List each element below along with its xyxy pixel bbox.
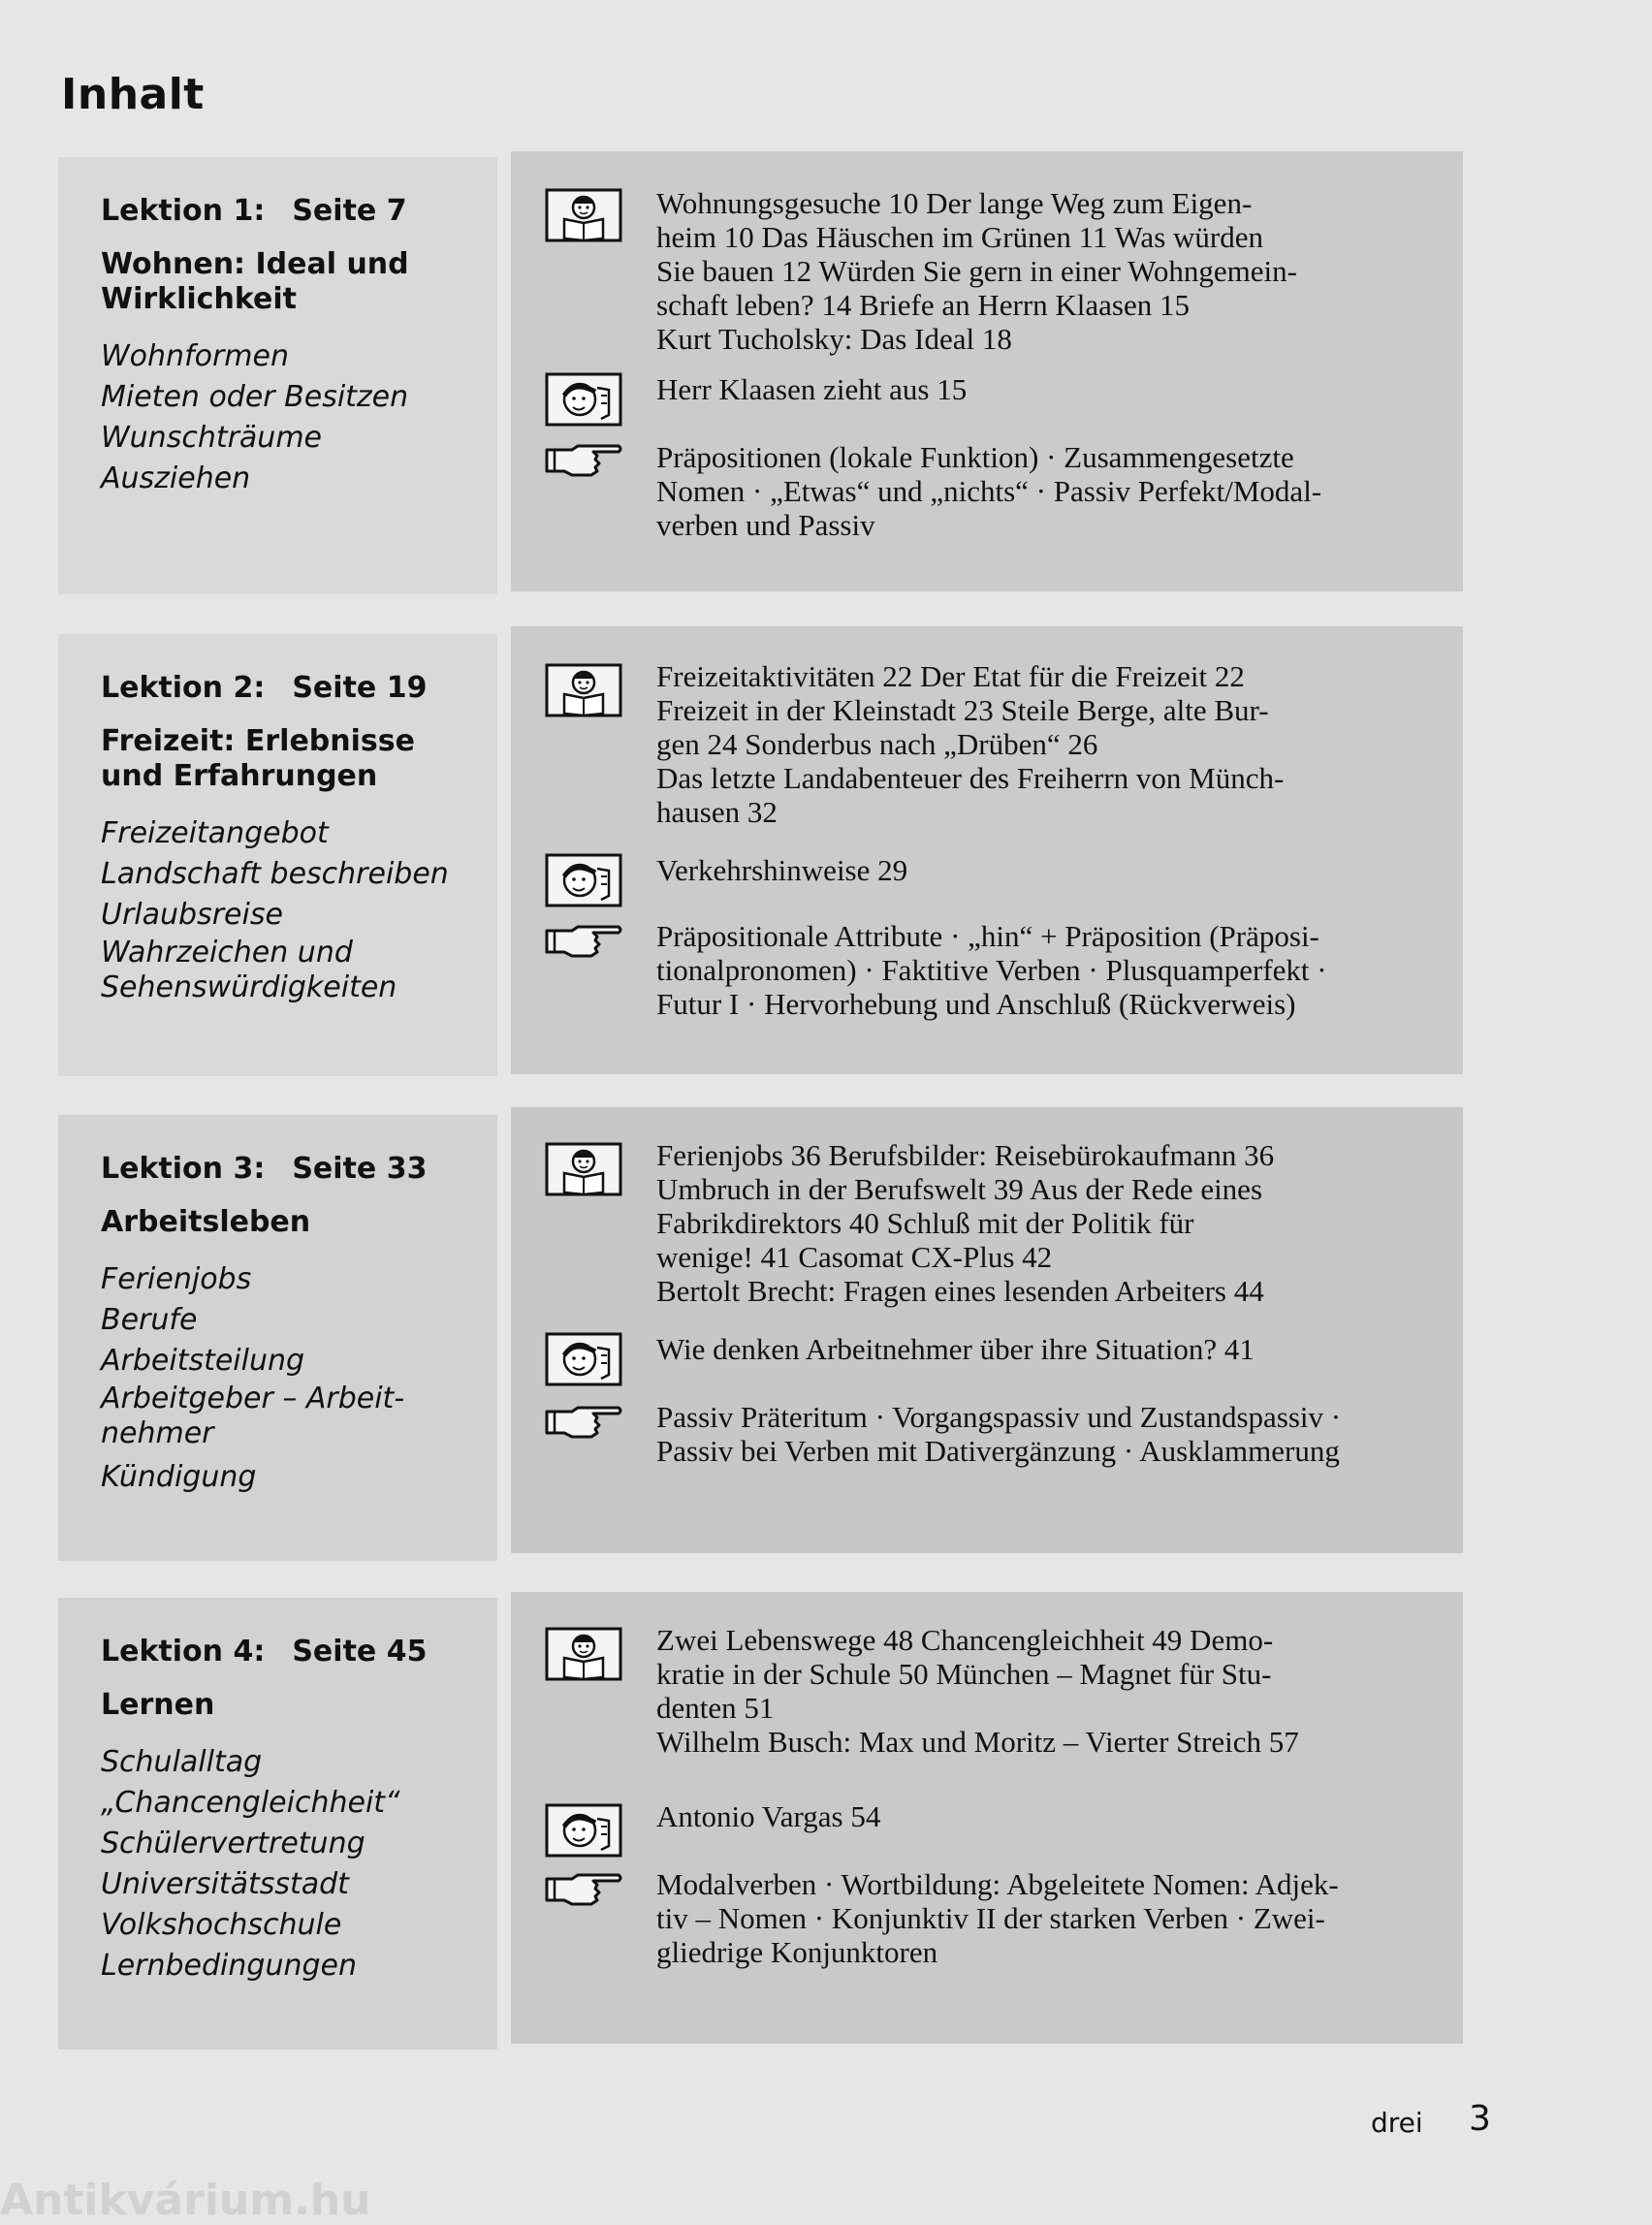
text-line: Zwei Lebenswege 48 Chancengleichheit 49 Demo- [656, 1623, 1274, 1657]
lesson-topic: Universitätsstadt [101, 1867, 349, 1901]
lesson-label: Lektion 3: [101, 1152, 266, 1186]
lesson-topic: Lernbedingungen [101, 1949, 357, 1983]
listening-icon [545, 1332, 622, 1386]
text-line: Antonio Vargas 54 [656, 1799, 881, 1833]
lesson-topic: Wohnformen [101, 339, 289, 373]
lesson-label: Lektion 1: [101, 194, 266, 228]
text-line: Passiv Präteritum · Vorgangspassiv und Zustandspassiv · [656, 1400, 1342, 1434]
text-line: heim 10 Das Häuschen im Grünen 11 Was würden [656, 220, 1263, 254]
text-line: Umbruch in der Berufswelt 39 Aus der Rede eines [656, 1172, 1263, 1206]
grammar-text [656, 1867, 1444, 1969]
page-number: 3 [1469, 2099, 1491, 2139]
lesson-page-ref: Seite 7 [292, 194, 407, 228]
lesson-contents-box [511, 626, 1463, 1074]
text-line: gen 24 Sonderbus nach „Drüben“ 26 [656, 727, 1098, 761]
lesson-topic: Ausziehen [101, 461, 251, 495]
lesson-topic: Freizeitangebot [101, 816, 329, 850]
text-line: Freizeit in der Kleinstadt 23 Steile Berge, alte Bur- [656, 693, 1269, 727]
lesson-contents-box [511, 151, 1463, 591]
text-line: Kurt Tucholsky: Das Ideal 18 [656, 322, 1012, 356]
lesson-topic: Berufe [101, 1303, 198, 1337]
text-line: verben und Passiv [656, 508, 875, 542]
text-line: Das letzte Landabenteuer des Freiherrn von Münch- [656, 761, 1285, 795]
reading-icon [545, 188, 622, 242]
lesson-page-ref: Seite 45 [292, 1635, 428, 1669]
listening-icon [545, 372, 622, 427]
lesson-title: Wohnen: Ideal und Wirklichkeit [101, 247, 409, 316]
pointing-hand-icon [545, 1869, 622, 1908]
lesson-topic: Wunschträume [101, 421, 323, 455]
lesson-topic: Wahrzeichen und Sehenswürdigkeiten [101, 936, 397, 1004]
lesson-topic: Schülervertretung [101, 1827, 365, 1860]
lesson-info-box [58, 634, 497, 1076]
lesson-title: Freizeit: Erlebnisse und Erfahrungen [101, 724, 415, 793]
reading-text [656, 659, 1444, 829]
text-line: Nomen · „Etwas“ und „nichts“ · Passiv Perfekt/Modal- [656, 474, 1322, 508]
lesson-header [101, 671, 468, 705]
lesson-topic: Landschaft beschreiben [101, 857, 449, 891]
lesson-topic: Urlaubsreise [101, 898, 283, 932]
lesson-topic: Volkshochschule [101, 1908, 342, 1942]
grammar-text [656, 1400, 1444, 1468]
text-line: Herr Klaasen zieht aus 15 [656, 372, 968, 406]
lesson-topic: Ferienjobs [101, 1262, 252, 1296]
reading-text [656, 1623, 1444, 1759]
listening-icon [545, 853, 622, 907]
reading-icon [545, 663, 622, 717]
text-line: Passiv bei Verben mit Dativergänzung · Ausklammerung [656, 1434, 1340, 1468]
grammar-text [656, 440, 1444, 542]
lesson-title: Lernen [101, 1688, 215, 1722]
text-line: kratie in der Schule 50 München – Magnet für Stu- [656, 1657, 1272, 1691]
listening-icon [545, 1803, 622, 1858]
text-line: Futur I · Hervorhebung und Anschluß (Rückverweis) [656, 987, 1296, 1021]
lesson-topic: Kündigung [101, 1460, 257, 1494]
lesson-contents-box [511, 1592, 1463, 2044]
listening-text [656, 1799, 1444, 1833]
reading-text [656, 1138, 1444, 1308]
grammar-text [656, 919, 1444, 1021]
lesson-label: Lektion 2: [101, 671, 266, 705]
pointing-hand-icon [545, 1402, 622, 1441]
reading-icon [545, 1142, 622, 1196]
lesson-label: Lektion 4: [101, 1635, 266, 1669]
lesson-topic: Arbeitgeber – Arbeit-nehmer [101, 1382, 405, 1450]
text-line: hausen 32 [656, 795, 778, 829]
lesson-contents-box [511, 1107, 1463, 1553]
text-line: Wilhelm Busch: Max und Moritz – Vierter Streich 57 [656, 1725, 1299, 1759]
text-line: gliedrige Konjunktoren [656, 1935, 938, 1969]
page-title: Inhalt [61, 70, 205, 119]
text-line: schaft leben? 14 Briefe an Herrn Klaasen 15 [656, 288, 1191, 322]
lesson-header [101, 194, 468, 228]
lesson-title: Arbeitsleben [101, 1205, 311, 1239]
reading-icon [545, 1627, 622, 1681]
listening-text [656, 1332, 1444, 1366]
lesson-header [101, 1635, 468, 1669]
lesson-header [101, 1152, 468, 1186]
text-line: Verkehrshinweise 29 [656, 853, 908, 887]
lesson-info-box [58, 157, 497, 594]
pointing-hand-icon [545, 921, 622, 960]
text-line: Bertolt Brecht: Fragen eines lesenden Arbeiters 44 [656, 1274, 1264, 1308]
text-line: Freizeitaktivitäten 22 Der Etat für die Freizeit 22 [656, 659, 1245, 693]
page-number-word: drei [1371, 2107, 1423, 2139]
text-line: Ferienjobs 36 Berufsbilder: Reisebürokaufmann 36 [656, 1138, 1275, 1172]
lesson-topic: Schulalltag [101, 1745, 263, 1779]
listening-text [656, 853, 1444, 887]
lesson-topic: Arbeitsteilung [101, 1344, 305, 1378]
lesson-info-box [58, 1115, 497, 1561]
lesson-info-box [58, 1598, 497, 2050]
text-line: Präpositionen (lokale Funktion) · Zusammengesetzte [656, 440, 1294, 474]
text-line: wenige! 41 Casomat CX-Plus 42 [656, 1240, 1053, 1274]
lesson-topic: „Chancengleichheit“ [101, 1786, 400, 1820]
text-line: Fabrikdirektors 40 Schluß mit der Politik für [656, 1206, 1194, 1240]
text-line: Wohnungsgesuche 10 Der lange Weg zum Eigen- [656, 186, 1253, 220]
text-line: Modalverben · Wortbildung: Abgeleitete Nomen: Adjek- [656, 1867, 1339, 1901]
text-line: Wie denken Arbeitnehmer über ihre Situation? 41 [656, 1332, 1255, 1366]
lesson-page-ref: Seite 19 [292, 671, 428, 705]
lesson-page-ref: Seite 33 [292, 1152, 428, 1186]
text-line: tiv – Nomen · Konjunktiv II der starken Verben · Zwei- [656, 1901, 1325, 1935]
watermark: Antikvárium.hu [0, 2176, 371, 2225]
listening-text [656, 372, 1444, 406]
reading-text [656, 186, 1444, 356]
text-line: denten 51 [656, 1691, 775, 1725]
lesson-topic: Mieten oder Besitzen [101, 380, 409, 414]
text-line: Präpositionale Attribute · „hin“ + Präposition (Präposi- [656, 919, 1319, 953]
text-line: Sie bauen 12 Würden Sie gern in einer Wohngemein- [656, 254, 1297, 288]
pointing-hand-icon [545, 440, 622, 479]
text-line: tionalpronomen) · Faktitive Verben · Plusquamperfekt · [656, 953, 1327, 987]
